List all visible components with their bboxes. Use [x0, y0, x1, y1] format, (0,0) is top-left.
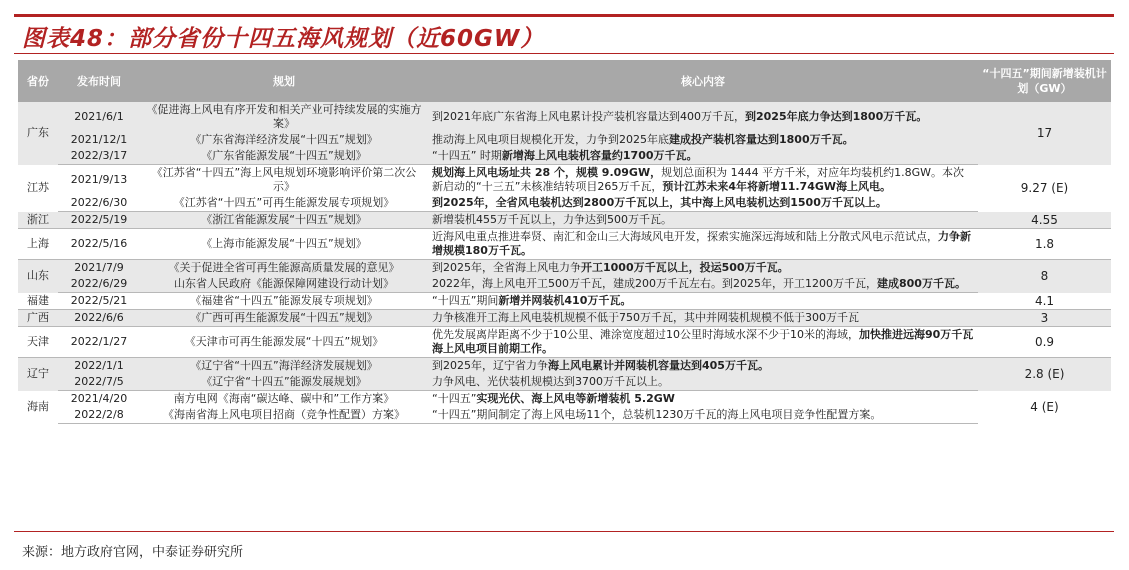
source-note: 来源：地方政府官网，中泰证券研究所 — [22, 545, 244, 560]
date-cell: 2021/12/1 — [58, 132, 140, 148]
content-cell: 近海风电重点推进奉贤、南汇和金山三大海域风电开发，探索实施深远海域和陆上分散式风电示范试点，力争新增规模180万千瓦。 — [428, 229, 978, 260]
plan-cell: 《上海市能源发展“十四五”规划》 — [140, 229, 428, 260]
date-cell: 2021/7/9 — [58, 260, 140, 277]
content-cell: “十四五”实现光伏、海上风电等新增装机 5.2GW — [432, 392, 675, 405]
province-cell: 山东 — [18, 260, 58, 293]
content-cell: “十四五”期间新增并网装机410万千瓦。 — [428, 293, 978, 310]
header-target: “十四五”期间新增装机计划（GW） — [978, 60, 1111, 102]
target-cell: 4 (E) — [1030, 400, 1059, 414]
plan-cell: 《海南省海上风电项目招商（竞争性配置）方案》 — [140, 407, 428, 424]
plan-cell: 《广东省能源发展“十四五”规划》 — [140, 148, 428, 165]
table-row — [18, 102, 1111, 132]
header-content: 核心内容 — [428, 60, 978, 102]
plan-cell: 《浙江省能源发展“十四五”规划》 — [140, 212, 428, 229]
table-row — [18, 165, 1111, 196]
content-cell: 2022年，海上风电开工500万千瓦，建成200万千瓦左右。到2025年，开工1200万千瓦，建成800万千瓦。 — [428, 276, 978, 293]
content-cell: 到2025年，辽宁省力争海上风电累计并网装机容量达到405万千瓦。 — [428, 358, 978, 375]
target-cell: 17 — [978, 102, 1111, 165]
target-cell: 1.8 — [978, 229, 1111, 260]
table-row — [18, 260, 1111, 277]
plan-cell: 山东省人民政府《能源保障网建设行动计划》 — [140, 276, 428, 293]
province-cell: 浙江 — [18, 212, 58, 229]
table-row — [18, 276, 1111, 293]
bottom-rule — [14, 531, 1114, 532]
plan-cell: 《福建省“十四五”能源发展专项规划》 — [140, 293, 428, 310]
header-province: 省份 — [18, 60, 58, 102]
date-cell: 2021/4/20 — [70, 392, 128, 405]
province-cell: 海南 — [27, 400, 49, 413]
title-rule — [14, 53, 1114, 54]
target-cell: 9.27 (E) — [1020, 181, 1069, 195]
table-row — [18, 212, 1111, 229]
date-cell: 2021/9/13 — [70, 173, 128, 186]
date-cell: 2022/2/8 — [58, 407, 140, 424]
plan-cell: 《广东省海洋经济发展“十四五”规划》 — [140, 132, 428, 148]
plan-cell: 南方电网《海南“碳达峰、碳中和”工作方案》 — [173, 392, 395, 405]
date-cell: 2022/1/1 — [58, 358, 140, 375]
date-cell: 2022/5/16 — [58, 229, 140, 260]
content-cell: 力争风电、光伏装机规模达到3700万千瓦以上。 — [428, 374, 978, 391]
province-cell: 上海 — [18, 229, 58, 260]
table-header-row — [18, 60, 1111, 102]
table-row — [18, 374, 1111, 391]
content-cell: 推动海上风电项目规模化开发，力争到2025年底建成投产装机容量达到1800万千瓦。 — [428, 132, 978, 148]
target-cell: 0.9 — [978, 327, 1111, 358]
content-cell: 优先发展离岸距离不少于10公里、滩涂宽度超过10公里时海域水深不少于10米的海域，加快推进远海90万千瓦海上风电项目前期工作。 — [428, 327, 978, 358]
table-row — [18, 148, 1111, 165]
content-cell: 规划海上风电场址共 28 个，规模 9.09GW，规划总面积为 1444 平方千米，对应年均装机约1.8GW。本次新启动的“十三五”未核准结转项目265万千瓦，预计江苏未来4年将新增11.74GW海上风电。 — [432, 166, 964, 193]
date-cell: 2022/7/5 — [58, 374, 140, 391]
province-cell: 江苏 — [27, 181, 49, 194]
content-cell: 到2025年，全省海上风电力争开工1000万千瓦以上，投运500万千瓦。 — [428, 260, 978, 277]
date-cell: 2022/1/27 — [58, 327, 140, 358]
top-rule — [14, 14, 1114, 17]
date-cell: 2021/6/1 — [58, 102, 140, 132]
content-cell: “十四五” 时期新增海上风电装机容量约1700万千瓦。 — [428, 148, 978, 165]
plan-cell: 《广西可再生能源发展“十四五”规划》 — [140, 310, 428, 327]
table-row — [18, 195, 1111, 212]
plan-cell: 《关于促进全省可再生能源高质量发展的意见》 — [140, 260, 428, 277]
table-row — [18, 310, 1111, 327]
date-cell: 2022/6/6 — [58, 310, 140, 327]
table-row — [18, 391, 1111, 408]
plan-cell: 《促进海上风电有序开发和相关产业可持续发展的实施方案》 — [140, 102, 428, 132]
target-cell: 3 — [978, 310, 1111, 327]
plan-table — [18, 60, 1111, 424]
province-cell: 福建 — [18, 293, 58, 310]
table-row — [18, 358, 1111, 375]
target-cell: 8 — [978, 260, 1111, 293]
date-cell: 2022/6/29 — [58, 276, 140, 293]
province-cell: 广西 — [18, 310, 58, 327]
content-cell: 新增装机455万千瓦以上，力争达到500万千瓦。 — [428, 212, 978, 229]
plan-cell: 《江苏省“十四五”海上风电规划环境影响评价第二次公示》 — [151, 166, 417, 193]
date-cell: 2022/3/17 — [58, 148, 140, 165]
header-plan: 规划 — [140, 60, 428, 102]
province-cell: 辽宁 — [18, 358, 58, 391]
content-cell: “十四五”期间制定了海上风电场11个，总装机1230万千瓦的海上风电项目竞争性配置方案。 — [428, 407, 978, 424]
table-row — [18, 229, 1111, 260]
plan-cell: 《天津市可再生能源发展“十四五”规划》 — [140, 327, 428, 358]
content-cell: 力争核准开工海上风电装机规模不低于750万千瓦，其中并网装机规模不低于300万千瓦 — [428, 310, 978, 327]
province-cell: 广东 — [18, 102, 58, 165]
content-cell: 到2025年，全省风电装机达到2800万千瓦以上，其中海上风电装机达到1500万千瓦以上。 — [428, 195, 978, 212]
table-row — [18, 293, 1111, 310]
target-cell: 2.8 (E) — [978, 358, 1111, 391]
header-date: 发布时间 — [58, 60, 140, 102]
plan-cell: 《辽宁省“十四五”能源发展规划》 — [140, 374, 428, 391]
target-cell: 4.55 — [978, 212, 1111, 229]
table-row — [18, 132, 1111, 148]
target-cell: 4.1 — [978, 293, 1111, 310]
plan-cell: 《江苏省“十四五”可再生能源发展专项规划》 — [140, 195, 428, 212]
plan-cell: 《辽宁省“十四五”海洋经济发展规划》 — [140, 358, 428, 375]
date-cell: 2022/5/21 — [58, 293, 140, 310]
date-cell: 2022/6/30 — [58, 195, 140, 212]
province-cell: 天津 — [18, 327, 58, 358]
date-cell: 2022/5/19 — [58, 212, 140, 229]
table-row — [18, 407, 1111, 424]
table-row — [18, 327, 1111, 358]
figure-title: 图表48：部分省份十四五海风规划（近60GW） — [22, 26, 545, 52]
content-cell: 到2021年底广东省海上风电累计投产装机容量达到400万千瓦，到2025年底力争达到1800万千瓦。 — [428, 102, 978, 132]
